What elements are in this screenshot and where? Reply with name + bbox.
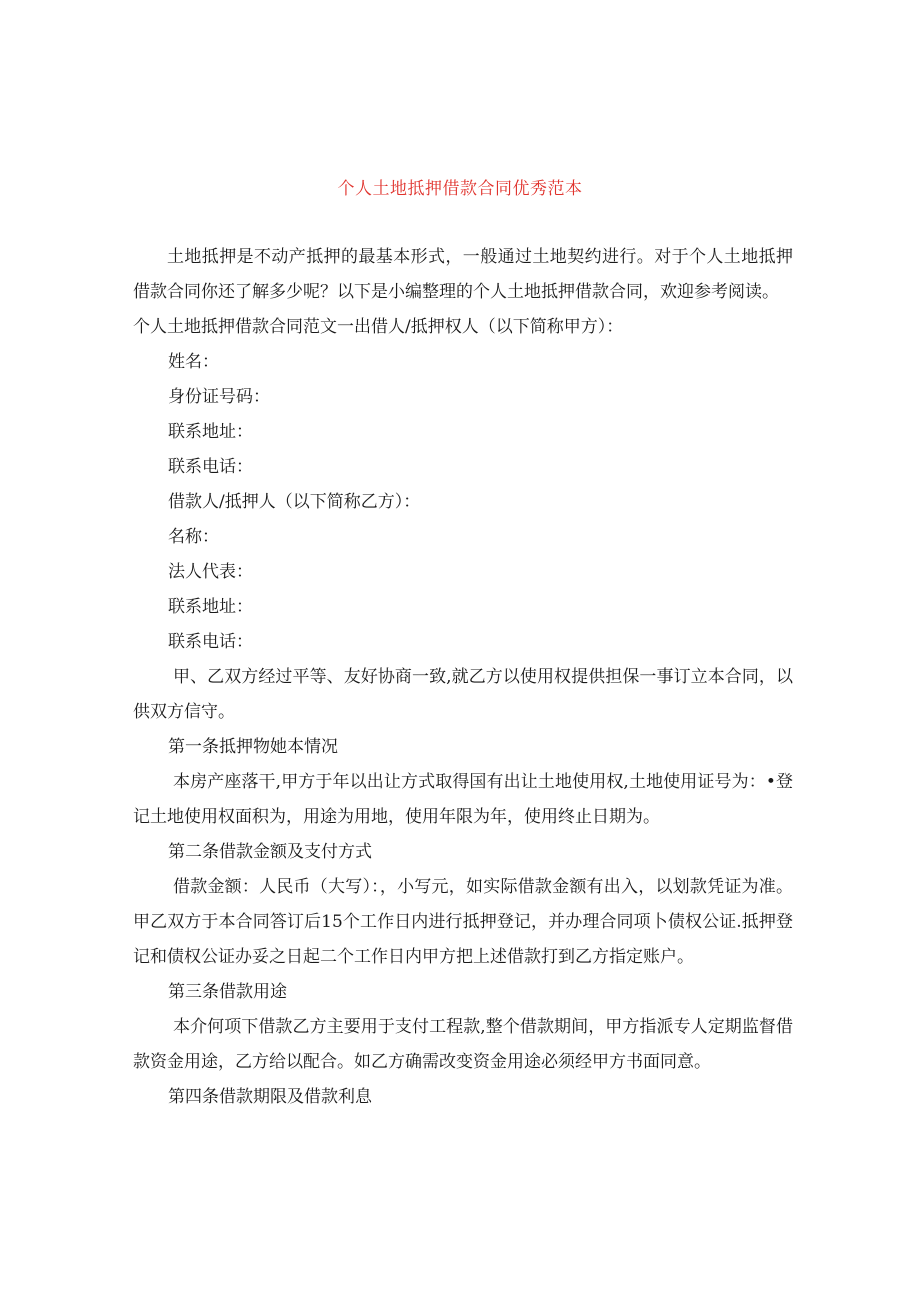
party-b-name-field: 名称： (168, 527, 219, 547)
article2-body: 借款金额：人民币（大写）：，小写元，如实际借款金额有出入，以划款凭证为准。甲乙双方于本合同答订后15个工作日内进行抵押登记，并办理合同项卜债权公证.抵押登记和债权公证办妥之日起二个工作日内甲方把上述借款打到乙方指定账户。 (133, 877, 793, 967)
party-a-name-field: 姓名： (168, 352, 219, 372)
party-a-phone-field: 联系电话： (168, 457, 253, 477)
party-a-heading: 个人土地抵押借款合同范文一出借人/抵押权人（以下简称甲方）： (133, 317, 624, 337)
article3-heading: 第三条借款用途 (168, 982, 287, 1002)
party-b-address-field: 联系地址： (168, 597, 253, 617)
article1-heading: 第一条抵押物她本情况 (168, 737, 338, 757)
article2-heading: 第二条借款金额及支付方式 (168, 842, 372, 862)
document-title: 个人土地抵押借款合同优秀范本 (337, 179, 583, 199)
party-b-phone-field: 联系电话： (168, 632, 253, 652)
document-body (133, 240, 793, 1115)
party-a-id-field: 身份证号码： (168, 387, 270, 407)
party-b-heading: 借款人/抵押人（以下简称乙方）： (168, 492, 421, 512)
party-a-address-field: 联系地址： (168, 422, 253, 442)
preamble-paragraph: 甲、乙双方经过平等、友好协商一致,就乙方以使用权提供担保一事订立本合同，以供双方信守。 (133, 667, 793, 722)
intro-paragraph: 土地抵押是不动产抵押的最基本形式，一般通过土地契约进行。对于个人土地抵押借款合同你还了解多少呢？以下是小编整理的个人土地抵押借款合同，欢迎参考阅读。 (133, 247, 793, 302)
article1-body: 本房产座落干,甲方于年以出让方式取得国有出让土地使用权,土地使用证号为：•登记土地使用权面积为，用途为用地，使用年限为年，使用终止日期为。 (133, 772, 793, 827)
article4-heading: 第四条借款期限及借款利息 (168, 1087, 372, 1107)
article3-body: 本介何项下借款乙方主要用于支付工程款,整个借款期间，甲方指派专人定期监督借款资金用途，乙方给以配合。如乙方确需改变资金用途必须经甲方书面同意。 (133, 1017, 793, 1072)
party-b-legal-rep-field: 法人代表： (168, 562, 253, 582)
